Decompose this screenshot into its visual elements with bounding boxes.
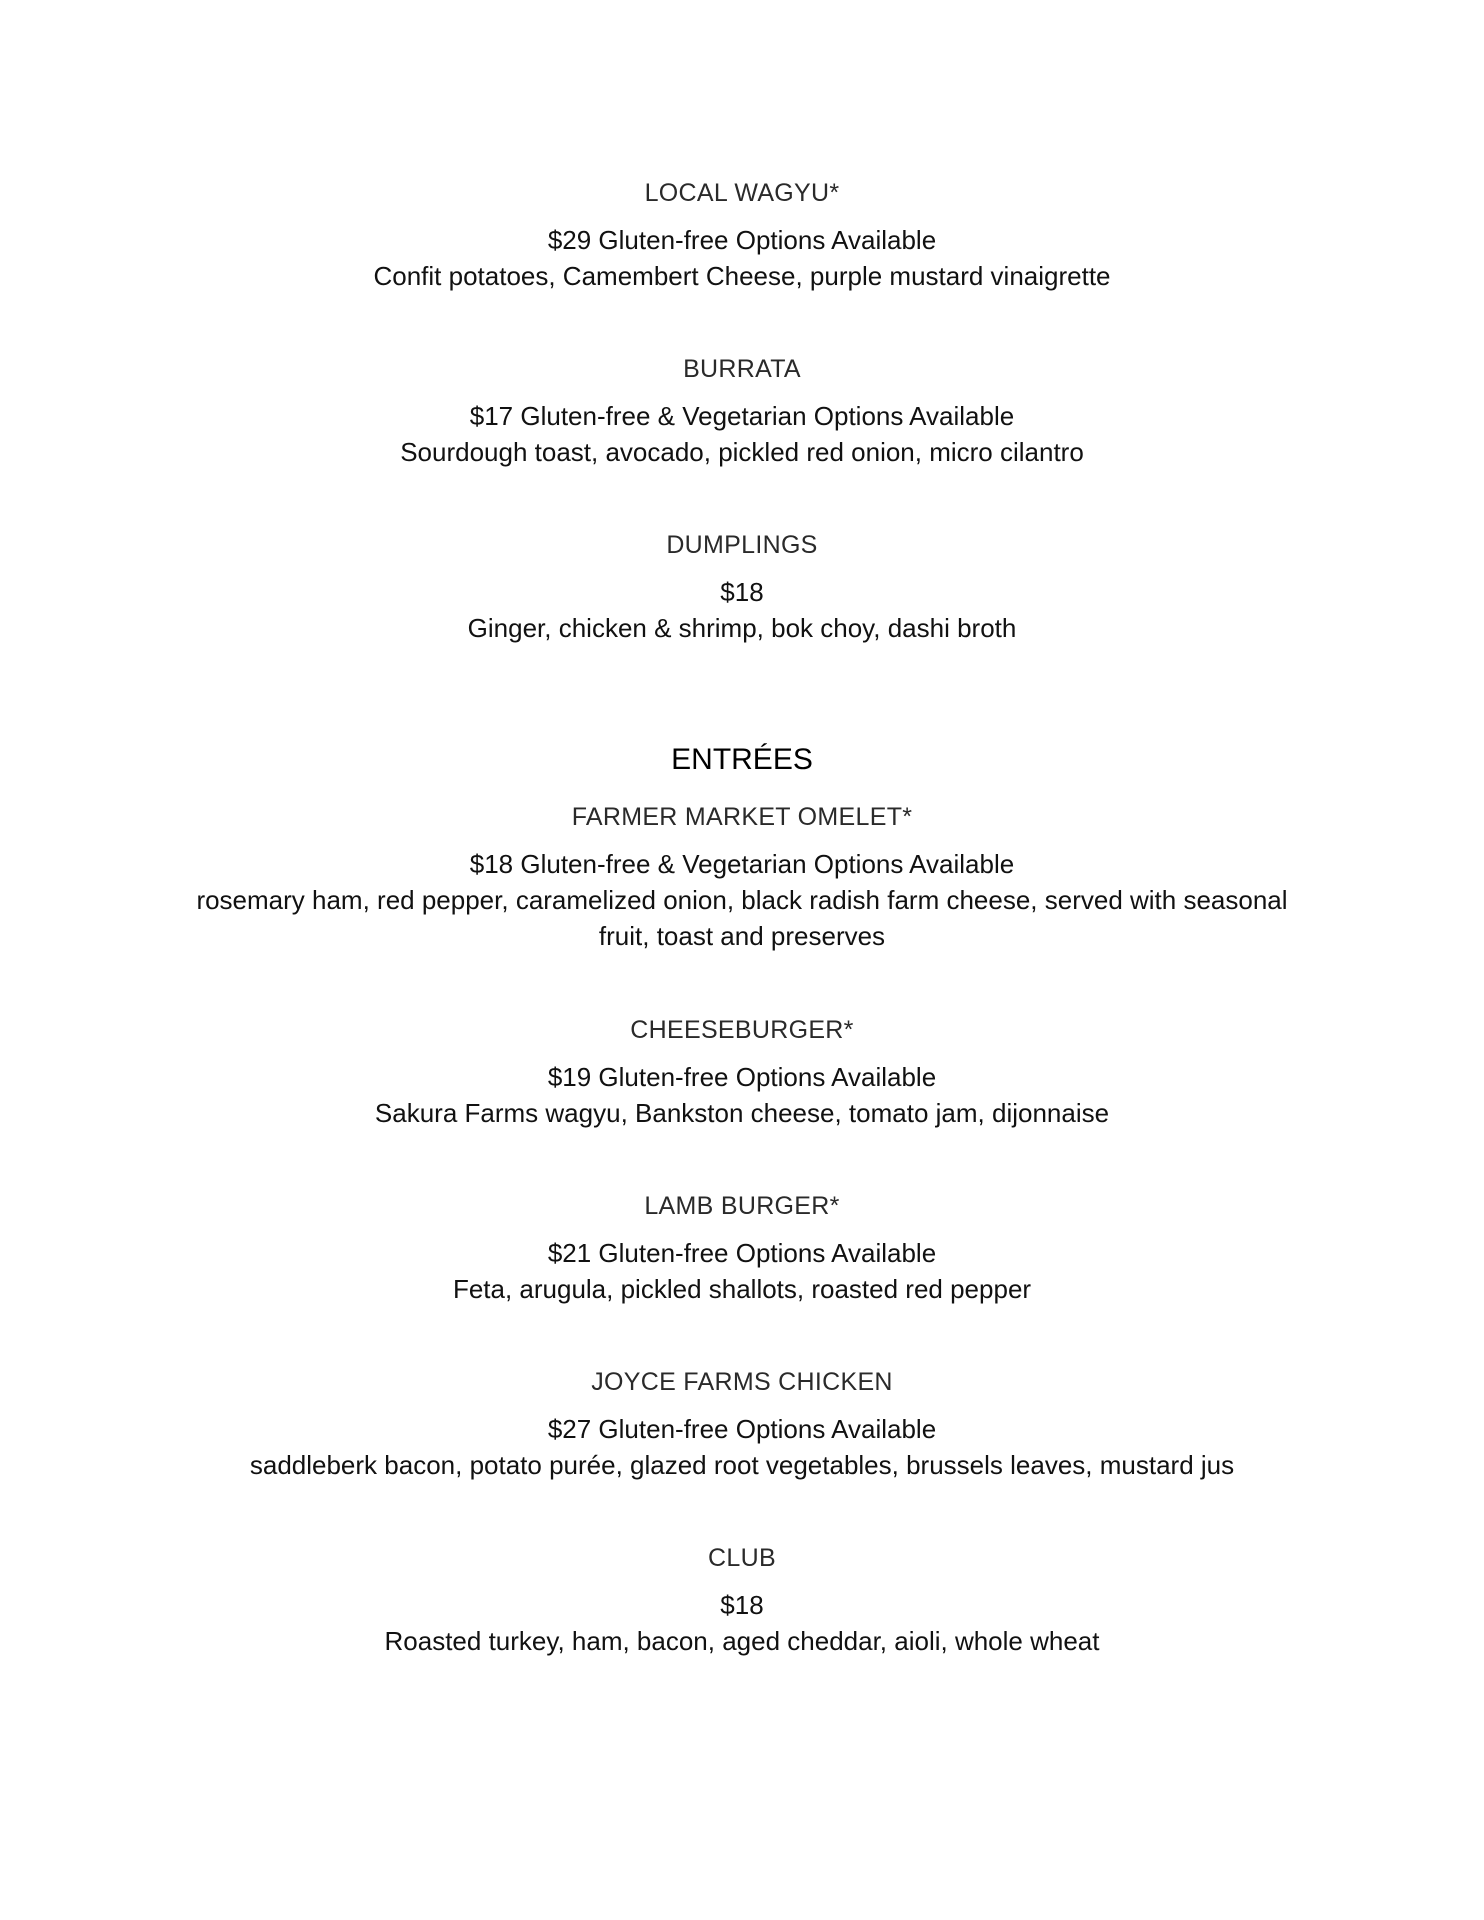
menu-item-price: $19 Gluten-free Options Available (547, 1062, 937, 1092)
menu-item-name: CHEESEBURGER* (630, 1016, 854, 1044)
menu-item-name: DUMPLINGS (666, 531, 818, 559)
menu-item-description: Sourdough toast, avocado, pickled red onion, micro cilantro (400, 437, 1084, 467)
menu-item-name: LOCAL WAGYU* (644, 179, 840, 207)
menu-item-price: $18 Gluten-free & Vegetarian Options Available (469, 849, 1015, 879)
menu-item-club (0, 1543, 1484, 1659)
section-heading-entrees: ENTRÉES (671, 743, 813, 776)
menu-item-description: Confit potatoes, Camembert Cheese, purple mustard vinaigrette (373, 261, 1111, 291)
menu-item-farmer-market-omelet (0, 802, 1484, 954)
menu-item-name: CLUB (708, 1544, 776, 1572)
menu-item-price: $18 (720, 577, 764, 607)
menu-item-name: FARMER MARKET OMELET* (571, 803, 913, 831)
menu-item-price: $18 (720, 1590, 764, 1620)
menu-item-price: $27 Gluten-free Options Available (547, 1414, 937, 1444)
menu-item-price: $21 Gluten-free Options Available (547, 1238, 937, 1268)
menu-item-burrata (0, 354, 1484, 470)
menu-item-price: $29 Gluten-free Options Available (547, 225, 937, 255)
menu-item-description: Roasted turkey, ham, bacon, aged cheddar, aioli, whole wheat (384, 1626, 1100, 1656)
menu-item-name: BURRATA (683, 355, 801, 383)
menu-item-price: $17 Gluten-free & Vegetarian Options Available (469, 401, 1015, 431)
menu-item-name: JOYCE FARMS CHICKEN (591, 1368, 893, 1396)
menu-item-name: LAMB BURGER* (644, 1192, 840, 1220)
menu-item-lamb-burger (0, 1191, 1484, 1307)
menu-item-description: Feta, arugula, pickled shallots, roasted red pepper (452, 1274, 1032, 1304)
menu-item-description: saddleberk bacon, potato purée, glazed root vegetables, brussels leaves, mustard jus (249, 1450, 1235, 1480)
menu-item-description: rosemary ham, red pepper, caramelized onion, black radish farm cheese, served with seasonal fruit, toast and preserves (196, 885, 1288, 951)
menu-item-description: Sakura Farms wagyu, Bankston cheese, tomato jam, dijonnaise (374, 1098, 1110, 1128)
menu-item-joyce-farms-chicken (0, 1367, 1484, 1483)
menu-item-local-wagyu (0, 178, 1484, 294)
menu-item-dumplings (0, 530, 1484, 646)
menu-item-description: Ginger, chicken & shrimp, bok choy, dashi broth (467, 613, 1017, 643)
menu-item-cheeseburger (0, 1015, 1484, 1131)
